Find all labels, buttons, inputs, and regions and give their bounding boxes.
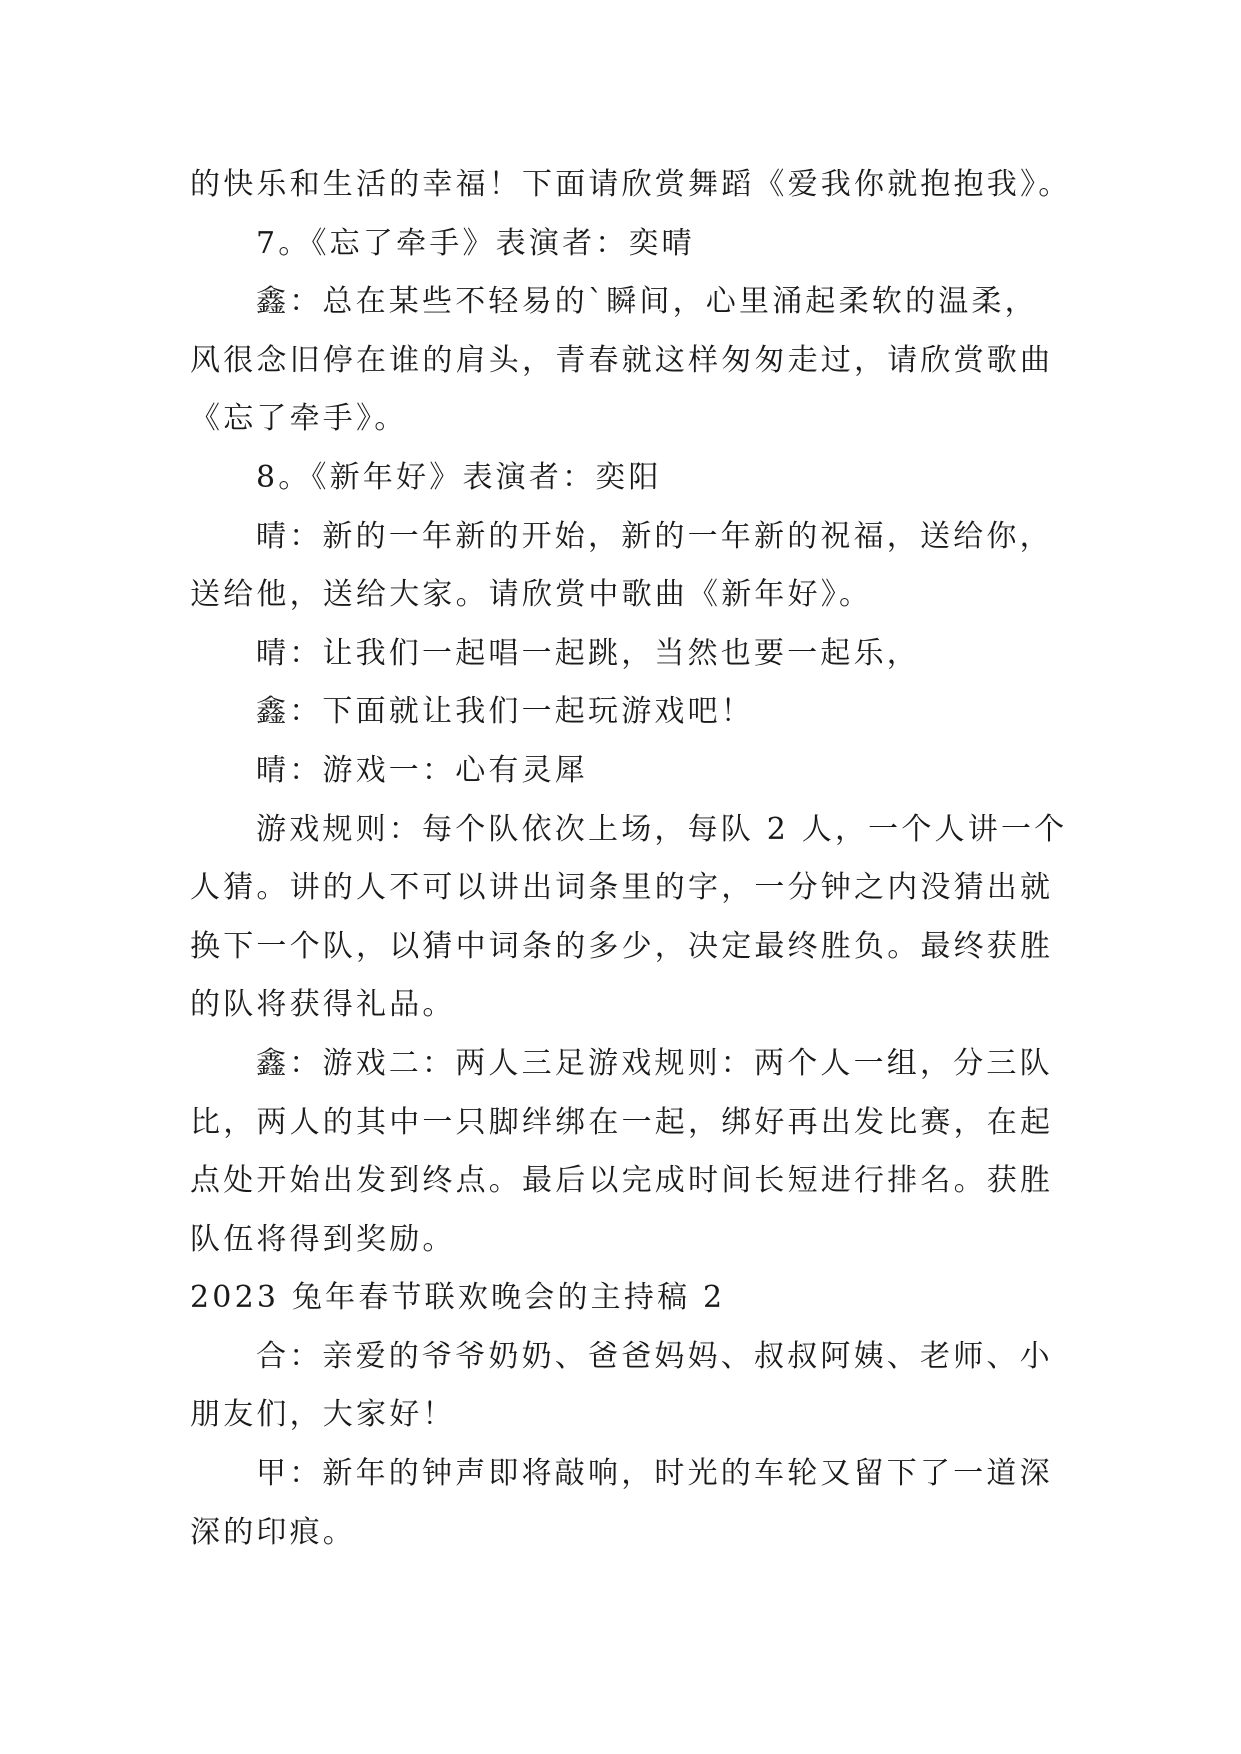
text-line: 深的印痕。: [190, 1514, 356, 1550]
text-line: 晴：游戏一：心有灵犀: [256, 752, 588, 788]
text-line: 鑫：游戏二：两人三足游戏规则：两个人一组，分三队: [256, 1045, 1053, 1081]
text-line: 鑫：总在某些不轻易的`瞬间，心里涌起柔软的温柔，: [256, 284, 1038, 320]
text-line: 7。《忘了牵手》表演者：奕晴: [256, 225, 695, 261]
text-line: 合：亲爱的爷爷奶奶、爸爸妈妈、叔叔阿姨、老师、小: [256, 1338, 1053, 1374]
text-line: 甲：新年的钟声即将敲响，时光的车轮又留下了一道深: [256, 1456, 1053, 1492]
text-line: 晴：让我们一起唱一起跳，当然也要一起乐，: [256, 635, 920, 671]
text-line: 点处开始出发到终点。最后以完成时间长短进行排名。获胜: [190, 1163, 1054, 1199]
text-line: 朋友们，大家好！: [190, 1397, 456, 1433]
text-line: 《忘了牵手》。: [190, 401, 408, 437]
text-line: 人猜。讲的人不可以讲出词条里的字，一分钟之内没猜出就: [190, 870, 1054, 906]
document-body: [190, 156, 1090, 1562]
text-line: 风很念旧停在谁的肩头，青春就这样匆匆走过，请欣赏歌曲: [190, 342, 1054, 378]
text-line: 的快乐和生活的幸福！下面请欣赏舞蹈《爱我你就抱抱我》。: [190, 167, 1072, 202]
text-line: 队伍将得到奖励。: [190, 1221, 456, 1257]
text-line: 8。《新年好》表演者：奕阳: [256, 459, 662, 495]
text-line: 比，两人的其中一只脚绊绑在一起，绑好再出发比赛，在起: [190, 1104, 1054, 1140]
text-line: 送给他，送给大家。请欣赏中歌曲《新年好》。: [190, 577, 873, 613]
text-line: 游戏规则：每个队依次上场，每队 2 人，一个人讲一个: [256, 811, 1068, 847]
text-line: 晴：新的一年新的开始，新的一年新的祝福，送给你，: [256, 518, 1053, 554]
text-line: 鑫：下面就让我们一起玩游戏吧！: [256, 694, 754, 730]
text-line: 的队将获得礼品。: [190, 987, 456, 1023]
text-line: 2023 兔年春节联欢晚会的主持稿 2: [190, 1280, 726, 1316]
text-line: 换下一个队，以猜中词条的多少，决定最终胜负。最终获胜: [190, 928, 1054, 964]
